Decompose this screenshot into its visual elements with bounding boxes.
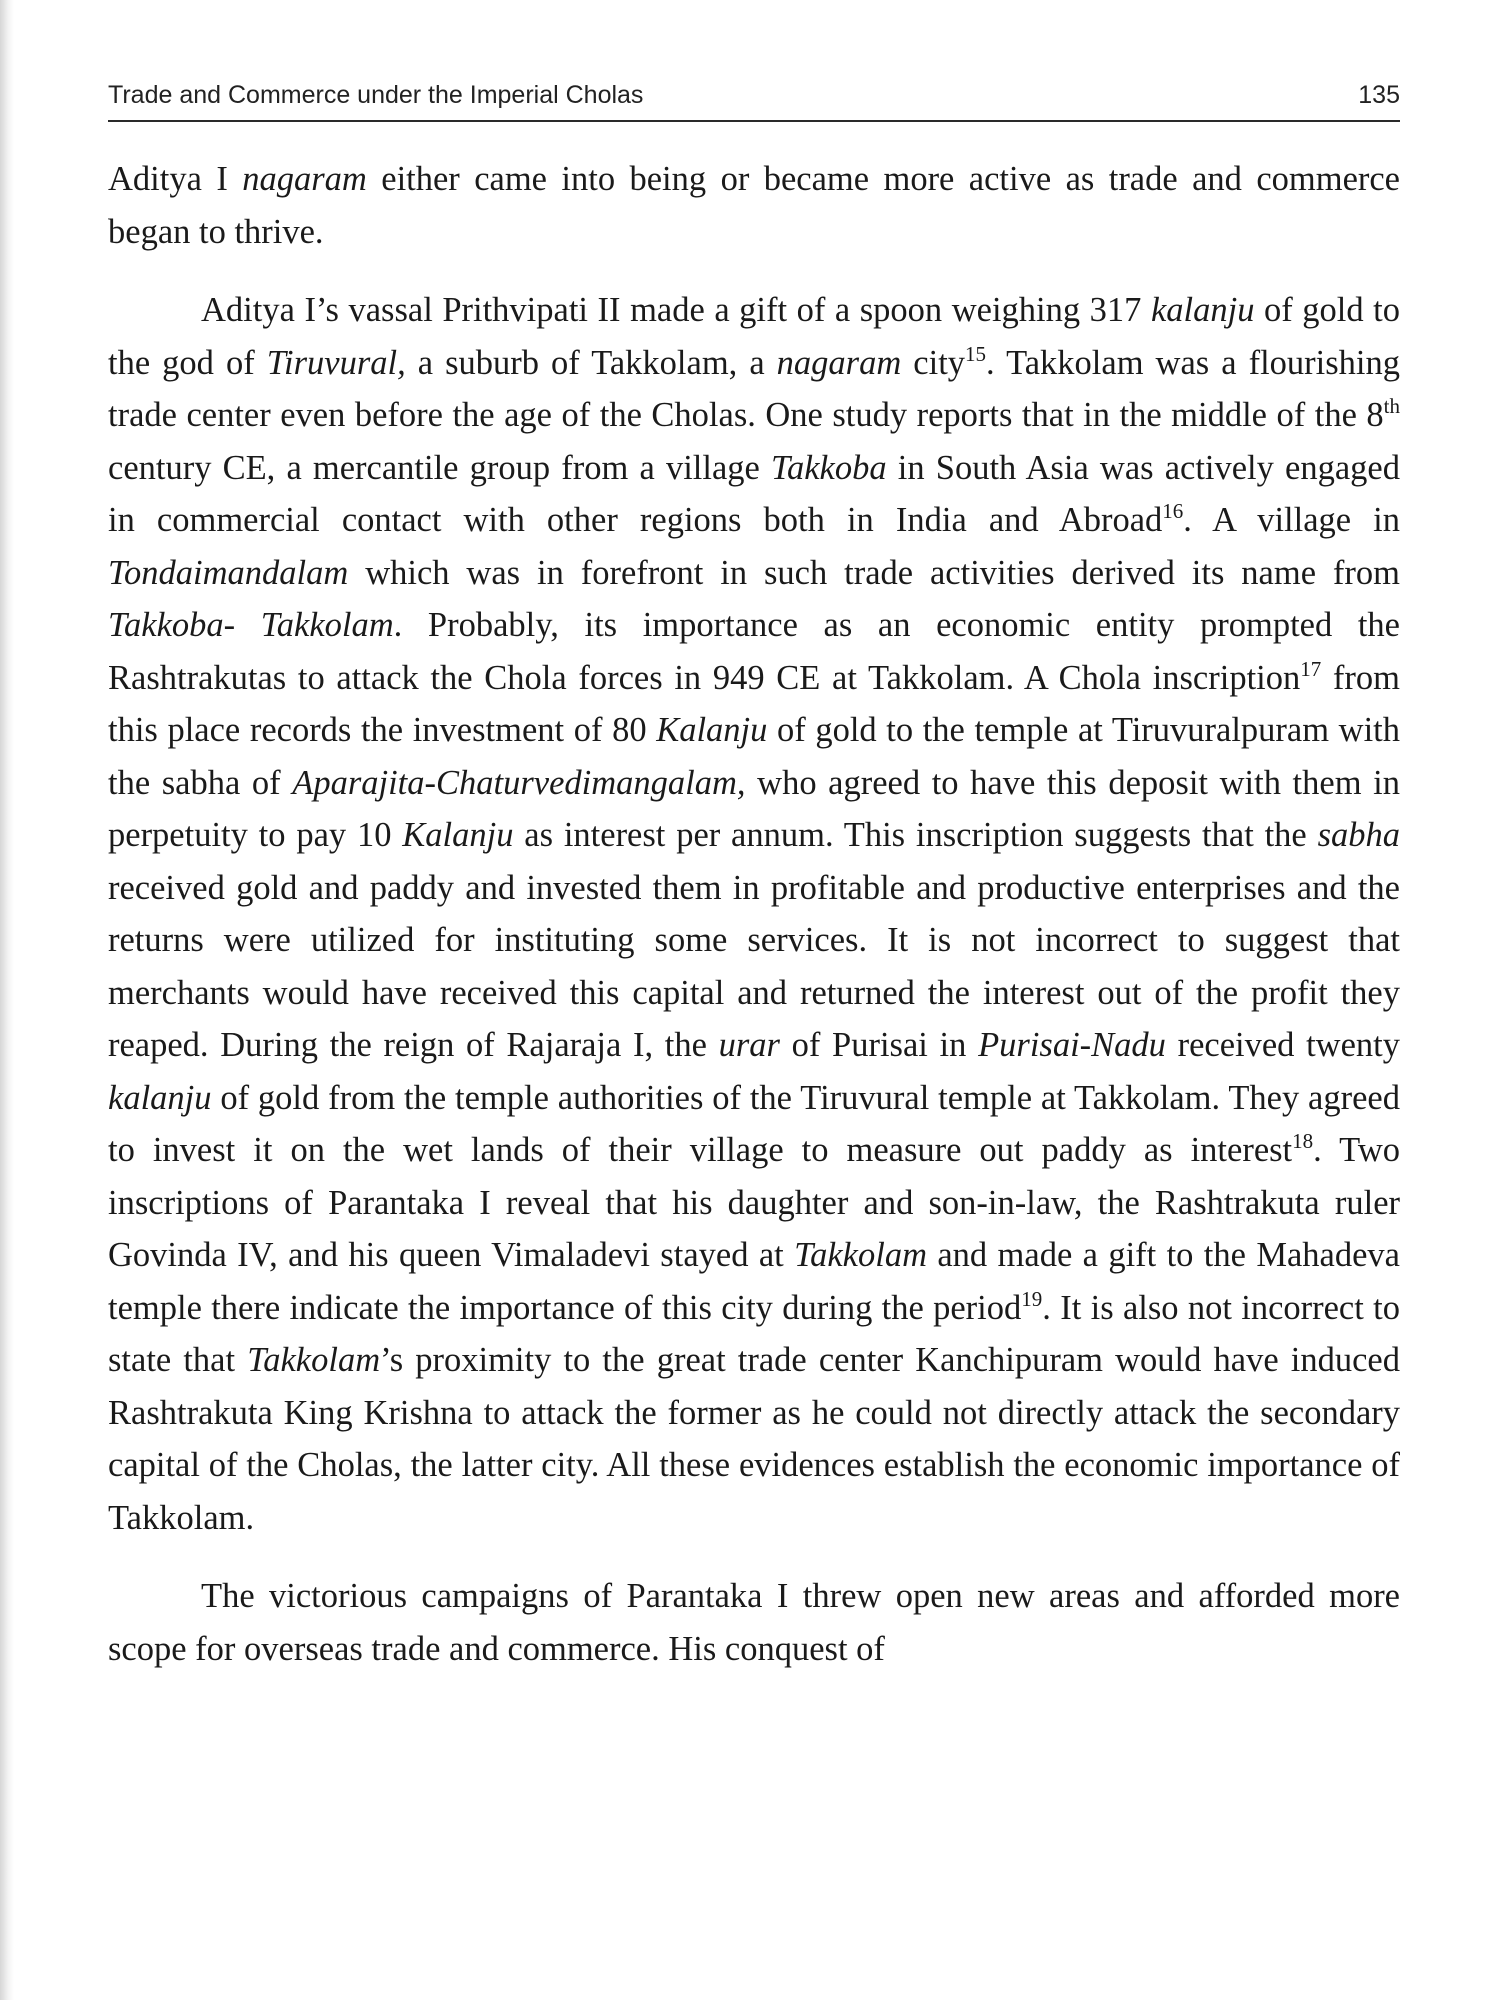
- text-run: of gold to the god of: [108, 291, 1400, 382]
- text-run: century CE, a mercantile group from a village: [108, 448, 771, 487]
- italic-term: Aparajita-Chaturvedimangalam,: [292, 763, 746, 802]
- text-run: . Takkolam was a flourishing trade center even before the age of the Cholas. One study reports that in the middle of the 8: [108, 343, 1400, 434]
- italic-term: Kalanju: [402, 816, 514, 854]
- text-run: in South Asia was actively engaged in commercial contact with other regions both in India and Abroad: [108, 448, 1400, 539]
- footnote-ref: 19: [1021, 1286, 1043, 1311]
- footnote-ref: 15: [965, 341, 987, 366]
- text-run: received twenty: [1165, 1026, 1400, 1064]
- italic-term: Takkoba: [770, 448, 887, 487]
- text-run: from this place records the investment of 80: [108, 658, 1400, 749]
- text-run: city: [901, 343, 966, 382]
- italic-term: kalanju: [1150, 291, 1255, 329]
- italic-term: Purisai-Nadu: [978, 1026, 1166, 1064]
- footnote-ref: 16: [1162, 499, 1184, 523]
- text-run: ’s proximity to the great trade center Kanchipuram would have induced Rashtrakuta King Krishna to attack the former as he could not directly attack the secondary capital of the Cholas, the latter city. All these evidences establish the economic importance of Takkolam.: [108, 1341, 1400, 1537]
- italic-term: kalanju: [108, 1078, 212, 1117]
- body-text: [108, 153, 1400, 1675]
- italic-term: sabha: [1317, 816, 1400, 854]
- page-binding-shadow: [0, 0, 14, 2000]
- page-number: 135: [1358, 81, 1400, 109]
- text-run: . Two inscriptions of Parantaka I reveal that his daughter and son-in-law, the Rashtrakuta ruler Govinda IV, and his queen Vimaladevi stayed at: [108, 1131, 1400, 1274]
- italic-term: urar: [718, 1026, 780, 1064]
- running-header: [108, 78, 1400, 122]
- text-run: The victorious campaigns of Parantaka I threw open new areas and afforded more scope for overseas trade and commerce. His conquest of: [108, 1577, 1400, 1668]
- italic-term: Takkoba- Takkolam: [108, 606, 394, 644]
- text-run: of gold to the temple at Tiruvuralpuram with the sabha of: [108, 711, 1400, 802]
- text-run: received gold and paddy and invested them in profitable and productive enterprises and the returns were utilized for instituting some services. It is not incorrect to suggest that merchants would have received this capital and returned the interest out of the profit they reaped. During the reign of Rajaraja I, the: [108, 868, 1400, 1064]
- italic-term: Tiruvural,: [266, 343, 406, 382]
- chapter-title: Trade and Commerce under the Imperial Cholas: [108, 81, 644, 109]
- italic-term: Kalanju: [656, 711, 768, 749]
- text-run: Aditya I: [108, 160, 243, 198]
- italic-term: nagaram: [776, 343, 902, 382]
- italic-term: Tondaimandalam: [108, 553, 349, 592]
- text-run: . A village in: [1183, 501, 1400, 539]
- text-run: a suburb of Takkolam, a: [405, 343, 777, 382]
- paragraph-1: [108, 153, 1400, 258]
- italic-term: Takkolam: [247, 1341, 381, 1379]
- footnote-ref: 18: [1292, 1129, 1314, 1153]
- footnote-ref: th: [1383, 394, 1400, 418]
- text-run: . Probably, its importance as an economic entity prompted the Rashtrakutas to attack the Chola forces in 949 CE at Takkolam. A Chola inscription: [108, 606, 1400, 697]
- text-run: either came into being or became more active as trade and commerce began to thrive.: [108, 160, 1400, 251]
- footnote-ref: 17: [1300, 656, 1322, 681]
- paragraph-3: [108, 1570, 1400, 1675]
- text-run: . It is also not incorrect to state that: [108, 1288, 1400, 1379]
- paragraph-2: [108, 284, 1400, 1544]
- italic-term: Takkolam: [794, 1236, 927, 1274]
- text-run: which was in forefront in such trade activities derived its name from: [348, 553, 1400, 592]
- text-run: of gold from the temple authorities of the Tiruvural temple at Takkolam. They agreed to invest it on the wet lands of their village to measure out paddy as interest: [108, 1078, 1400, 1169]
- text-run: and made a gift to the Mahadeva temple there indicate the importance of this city during the period: [108, 1236, 1400, 1327]
- text-run: as interest per annum. This inscription suggests that the: [513, 816, 1318, 854]
- text-run: Aditya I’s vassal Prithvipati II made a gift of a spoon weighing 317: [201, 291, 1151, 329]
- italic-term: nagaram: [242, 160, 367, 198]
- text-run: who agreed to have this deposit with them in perpetuity to pay 10: [108, 763, 1400, 854]
- text-run: of Purisai in: [779, 1026, 979, 1064]
